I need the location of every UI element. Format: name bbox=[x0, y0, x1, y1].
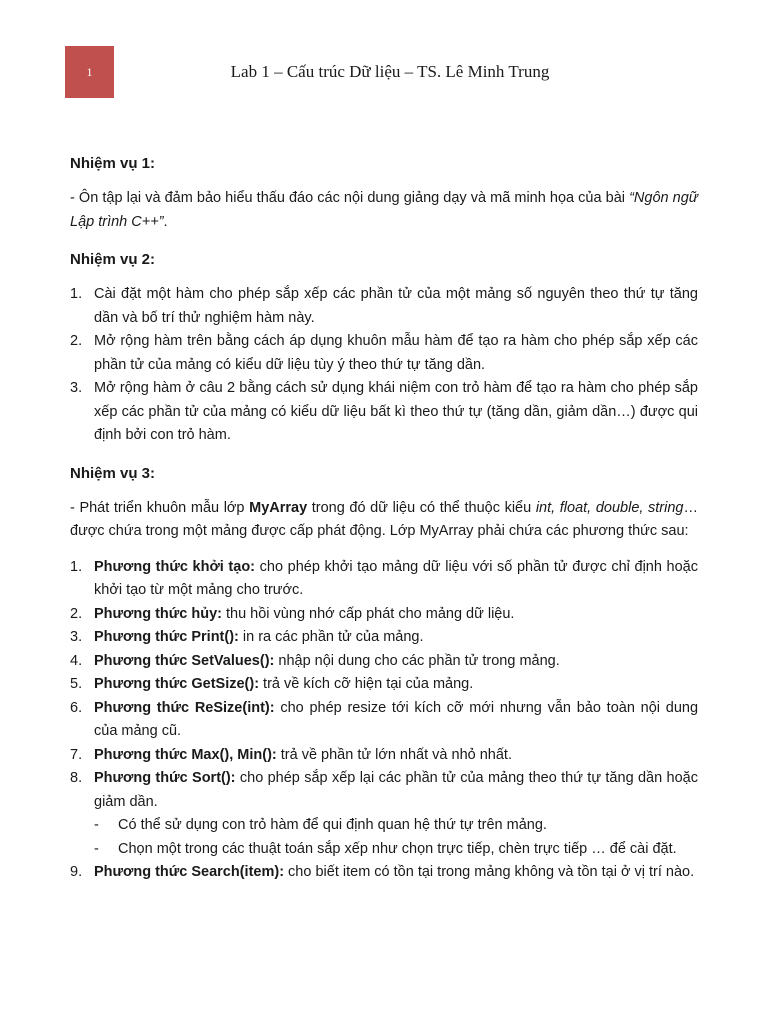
task-3-section bbox=[70, 462, 698, 885]
list-item-text: Mở rộng hàm ở câu 2 bằng cách sử dụng khái niệm con trỏ hàm để tạo ra hàm cho phép sắp xếp các phần tử của mảng có kiểu dữ liệu bất kì theo thứ tự (tăng dần, giảm dần…) được qui định bởi con trỏ hàm. bbox=[94, 380, 698, 443]
method-item bbox=[70, 697, 698, 744]
list-item-number: 7. bbox=[70, 746, 83, 763]
list-item-text: Cài đặt một hàm cho phép sắp xếp các phần tử của một mảng số nguyên theo thứ tự tăng dần và bố trí thử nghiệm hàm này. bbox=[94, 286, 698, 326]
method-item bbox=[70, 603, 698, 627]
task-3-intro bbox=[70, 497, 698, 544]
list-item-number: 2. bbox=[70, 605, 83, 622]
method-item bbox=[70, 861, 698, 885]
method-description: thu hồi vùng nhớ cấp phát cho mảng dữ liệu. bbox=[221, 605, 515, 622]
method-name: Phương thức SetValues(): bbox=[94, 652, 275, 669]
list-item-number: 9. bbox=[70, 864, 83, 880]
task-2-section bbox=[70, 248, 698, 448]
method-name: Phương thức hủy: bbox=[94, 605, 222, 622]
list-item-number: 1. bbox=[70, 286, 83, 302]
list-item-number: 8. bbox=[70, 770, 83, 786]
method-description: trả về kích cỡ hiện tại của mảng. bbox=[259, 676, 474, 692]
method-item bbox=[70, 650, 698, 674]
task-1-heading: Nhiệm vụ 1: bbox=[70, 155, 156, 172]
list-item-number: 3. bbox=[70, 380, 83, 396]
method-item bbox=[70, 744, 698, 768]
list-item bbox=[70, 283, 698, 330]
sublist-item bbox=[94, 814, 698, 838]
method-name: Phương thức GetSize(): bbox=[94, 676, 260, 692]
sublist-item-text: Chọn một trong các thuật toán sắp xếp như chọn trực tiếp, chèn trực tiếp … để cài đặt. bbox=[118, 840, 677, 857]
method-item bbox=[70, 626, 698, 650]
method-name: Phương thức Max(), Min(): bbox=[94, 746, 277, 763]
list-item-number: 3. bbox=[70, 629, 83, 645]
method-description: nhập nội dung cho các phần tử trong mảng. bbox=[274, 652, 560, 669]
method-description: in ra các phần tử của mảng. bbox=[238, 629, 424, 645]
dash-bullet: - bbox=[94, 840, 99, 857]
list-item-text: Mở rộng hàm trên bằng cách áp dụng khuôn mẫu hàm để tạo ra hàm cho phép sắp xếp các phần tử của mảng có kiểu dữ liệu tùy ý theo thứ tự tăng dần. bbox=[94, 333, 698, 373]
list-item-number: 4. bbox=[70, 652, 83, 669]
method-description: cho phép resize tới kích cỡ mới nhưng vẫn bảo toàn nội dung của mảng cũ. bbox=[94, 699, 699, 739]
method-name: Phương thức ReSize(int): bbox=[94, 699, 275, 716]
task-3-heading: Nhiệm vụ 3: bbox=[70, 464, 156, 482]
dash-bullet: - bbox=[94, 817, 99, 833]
class-name-myarray: MyArray bbox=[249, 499, 308, 516]
list-item-number: 5. bbox=[70, 676, 83, 692]
list-item-number: 1. bbox=[70, 558, 83, 575]
sublist-item bbox=[94, 838, 698, 862]
task-1-suffix: . bbox=[163, 213, 168, 230]
task-3-method-list bbox=[70, 556, 698, 885]
task-3-intro-text: - Phát triển khuôn mẫu lớp bbox=[70, 499, 250, 516]
task-1-section bbox=[70, 152, 698, 234]
data-types: int, float, double, string bbox=[535, 499, 684, 516]
method-description: cho phép sắp xếp lại các phần tử của mảng theo thứ tự tăng dần hoặc giảm dần. bbox=[94, 770, 698, 810]
task-3-intro-text: trong đó dữ liệu có thể thuộc kiểu bbox=[307, 499, 536, 516]
task-1-text: - Ôn tập lại và đảm bảo hiểu thấu đáo các nội dung giảng dạy và mã minh họa của bài bbox=[70, 190, 630, 206]
method-description: cho phép khởi tạo mảng dữ liệu với số phần tử được chỉ định hoặc khởi tạo từ một mảng cho trước. bbox=[94, 558, 698, 598]
method-name: Phương thức khởi tạo: bbox=[94, 558, 256, 575]
task-1-course-title: “Ngôn ngữ Lập trình C++” bbox=[70, 190, 698, 230]
task-1-paragraph bbox=[70, 187, 698, 234]
task-3-intro-text: … được chứa trong một mảng được cấp phát động. Lớp MyArray phải chứa các phương thức sau: bbox=[70, 499, 698, 539]
task-2-list bbox=[70, 283, 698, 448]
method-item bbox=[70, 767, 698, 861]
method-item bbox=[70, 673, 698, 697]
method-item bbox=[70, 556, 698, 603]
sublist-item-text: Có thể sử dụng con trỏ hàm để qui định quan hệ thứ tự trên mảng. bbox=[118, 817, 547, 833]
method-name: Phương thức Print(): bbox=[94, 629, 239, 645]
method-name: Phương thức Sort(): bbox=[94, 770, 236, 786]
document-body bbox=[70, 152, 698, 899]
page-number: 1 bbox=[86, 64, 93, 79]
list-item-number: 6. bbox=[70, 699, 83, 716]
task-2-heading: Nhiệm vụ 2: bbox=[70, 251, 156, 268]
list-item bbox=[70, 377, 698, 448]
page-header-title: Lab 1 – Cấu trúc Dữ liệu – TS. Lê Minh Trung bbox=[230, 62, 550, 81]
method-description: trả về phần tử lớn nhất và nhỏ nhất. bbox=[276, 746, 512, 763]
method-description: cho biết item có tồn tại trong mảng không và tồn tại ở vị trí nào. bbox=[284, 864, 695, 880]
list-item-number: 2. bbox=[70, 333, 83, 349]
list-item bbox=[70, 330, 698, 377]
sort-sublist bbox=[94, 814, 698, 861]
method-name: Phương thức Search(item): bbox=[94, 864, 285, 880]
